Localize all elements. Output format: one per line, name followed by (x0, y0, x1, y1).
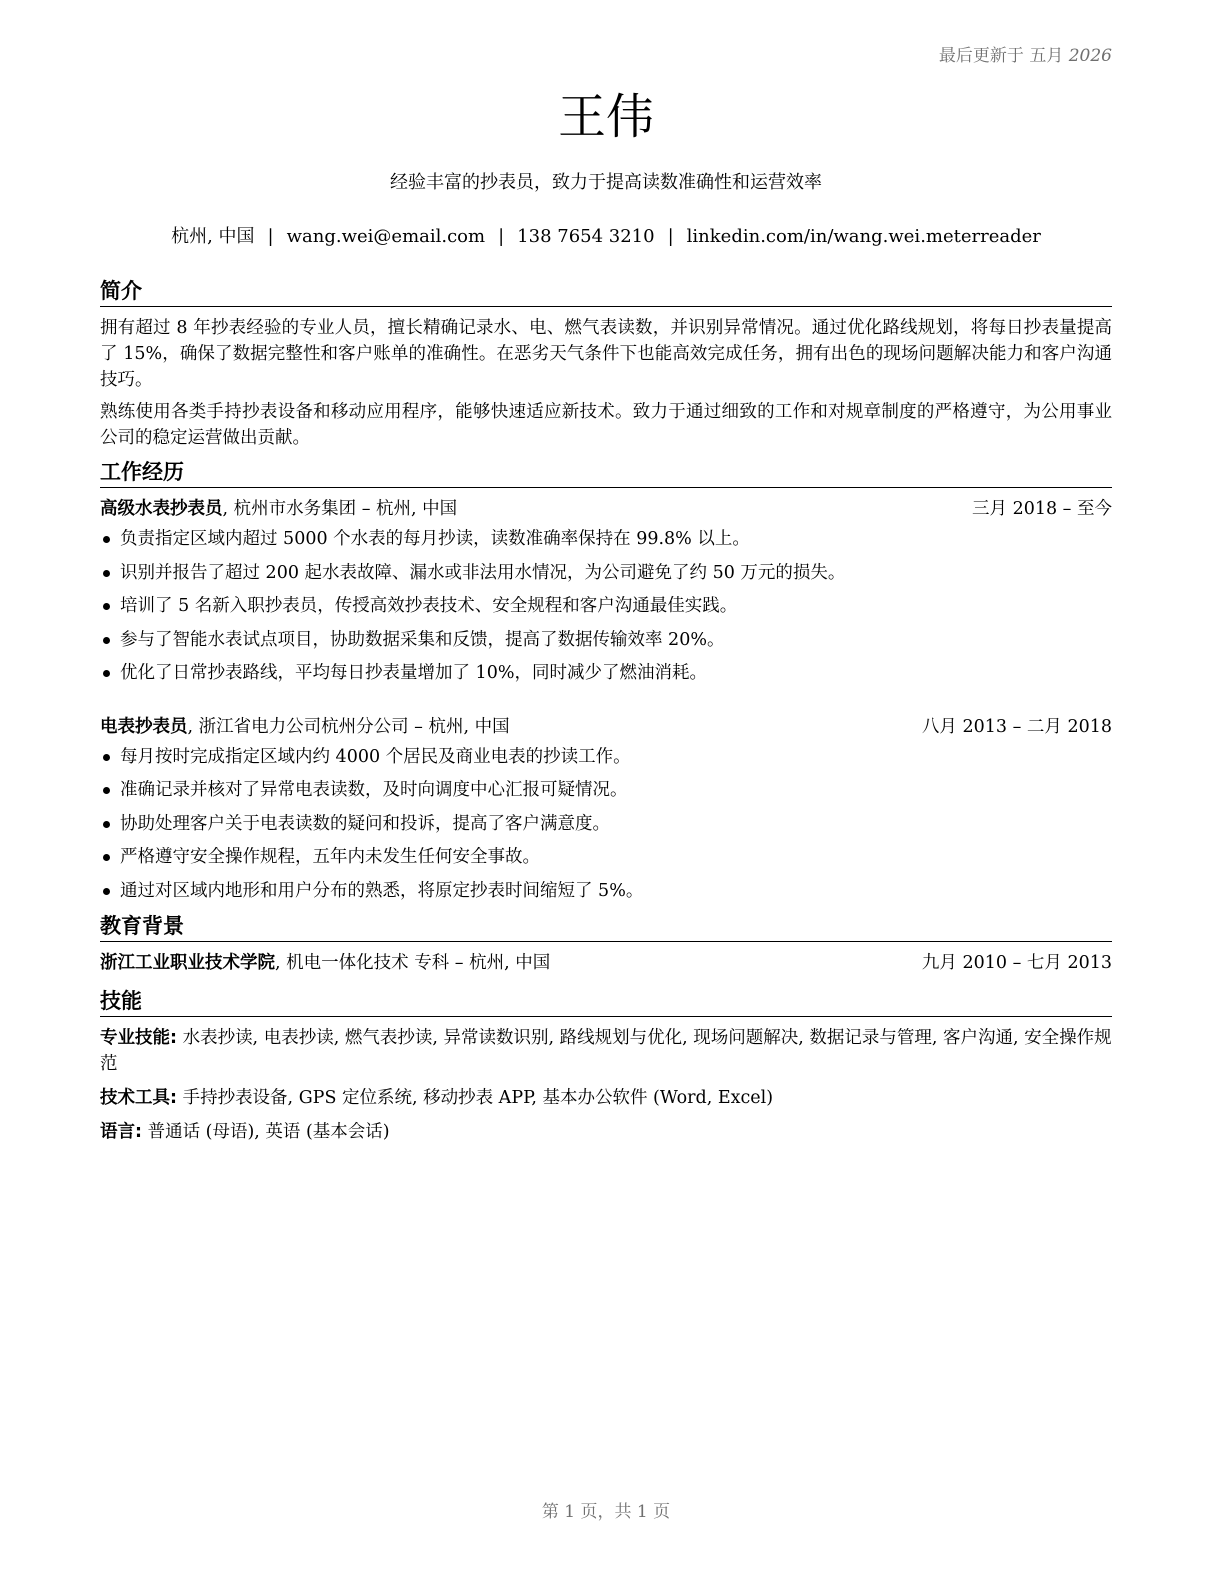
list-item: 严格遵守安全操作规程，五年内未发生任何安全事故。 (100, 844, 1112, 870)
education-line (100, 950, 550, 976)
list-item: 协助处理客户关于电表读数的疑问和投诉，提高了客户满意度。 (100, 811, 1112, 837)
last-updated-label: 最后更新于 五月 (938, 46, 1064, 66)
list-item: 识别并报告了超过 200 起水表故障、漏水或非法用水情况，为公司避免了约 50 万元的损失。 (100, 560, 1112, 586)
skill-value: 手持抄表设备, GPS 定位系统, 移动抄表 APP, 基本办公软件 (Word, Excel) (177, 1088, 774, 1108)
last-updated (939, 44, 1112, 68)
contact-phone: 138 7654 3210 (517, 226, 655, 247)
job-bullets (100, 744, 1112, 904)
contact-separator: | (498, 226, 505, 247)
contact-separator: | (667, 226, 674, 247)
last-updated-year: 2026 (1068, 46, 1112, 66)
job-header (100, 496, 1112, 522)
section-title-summary: 简介 (100, 276, 1112, 307)
contact-linkedin[interactable]: linkedin.com/in/wang.wei.meterreader (686, 226, 1041, 247)
job-entry (100, 496, 1112, 686)
contact-email[interactable]: wang.wei@email.com (286, 226, 486, 247)
skill-value: 普通话 (母语), 英语 (基本会话) (142, 1122, 390, 1142)
skill-line-professional (100, 1025, 1112, 1077)
list-item: 优化了日常抄表路线，平均每日抄表量增加了 10%，同时减少了燃油消耗。 (100, 660, 1112, 686)
job-header (100, 714, 1112, 740)
job-title-line (100, 496, 457, 522)
skill-label: 技术工具: (100, 1088, 177, 1108)
summary-paragraph: 拥有超过 8 年抄表经验的专业人员，擅长精确记录水、电、燃气表读数，并识别异常情况。通过优化路线规划，将每日抄表量提高了 15%，确保了数据完整性和客户账单的准确性。在恶劣天气条件下也能高效完成任务，拥有出色的现场问题解决能力和客户沟通技巧。 (100, 318, 1112, 390)
education-entry (100, 950, 1112, 976)
skill-line-languages (100, 1119, 1112, 1145)
education-section (100, 911, 1112, 976)
skill-value: 水表抄读, 电表抄读, 燃气表抄读, 异常读数识别, 路线规划与优化, 现场问题解决, 数据记录与管理, 客户沟通, 安全操作规范 (100, 1028, 1112, 1074)
list-item: 准确记录并核对了异常电表读数，及时向调度中心汇报可疑情况。 (100, 777, 1112, 803)
school-name: 浙江工业职业技术学院 (100, 953, 275, 973)
summary-paragraph: 熟练使用各类手持抄表设备和移动应用程序，能够快速适应新技术。致力于通过细致的工作和对规章制度的严格遵守，为公用事业公司的稳定运营做出贡献。 (100, 402, 1112, 448)
tagline: 经验丰富的抄表员，致力于提高读数准确性和运营效率 (390, 172, 822, 193)
job-role: 电表抄表员 (100, 716, 188, 737)
skill-label: 语言: (100, 1122, 142, 1142)
education-dates: 九月 2010 – 七月 2013 (921, 953, 1112, 973)
resume-content (100, 276, 1112, 1153)
list-item: 负责指定区域内超过 5000 个水表的每月抄读，读数准确率保持在 99.8% 以上。 (100, 526, 1112, 552)
job-bullets (100, 526, 1112, 686)
skill-line-tools (100, 1085, 1112, 1111)
skills-section (100, 986, 1112, 1145)
job-title-line (100, 714, 510, 740)
list-item: 参与了智能水表试点项目，协助数据采集和反馈，提高了数据传输效率 20%。 (100, 627, 1112, 653)
list-item: 通过对区域内地形和用户分布的熟悉，将原定抄表时间缩短了 5%。 (100, 878, 1112, 904)
contact-location: 杭州, 中国 (171, 226, 255, 247)
job-dates: 三月 2018 – 至今 (972, 499, 1112, 519)
contact-line (100, 224, 1112, 250)
list-item: 每月按时完成指定区域内约 4000 个居民及商业电表的抄读工作。 (100, 744, 1112, 770)
summary-section (100, 276, 1112, 451)
job-role: 高级水表抄表员 (100, 499, 223, 519)
education-detail: , 机电一体化技术 专科 – 杭州, 中国 (275, 953, 551, 973)
list-item: 培训了 5 名新入职抄表员，传授高效抄表技术、安全规程和客户沟通最佳实践。 (100, 593, 1112, 619)
job-dates: 八月 2013 – 二月 2018 (921, 716, 1112, 737)
job-org: , 浙江省电力公司杭州分公司 – 杭州, 中国 (187, 716, 510, 737)
section-title-skills: 技能 (100, 986, 1112, 1017)
section-title-experience: 工作经历 (100, 457, 1112, 488)
resume-page (100, 0, 1112, 1584)
contact-separator: | (267, 226, 274, 247)
candidate-name: 王伟 (557, 89, 654, 145)
section-title-education: 教育背景 (100, 911, 1112, 942)
skill-label: 专业技能: (100, 1028, 177, 1048)
page-footer: 第 1 页，共 1 页 (541, 1502, 671, 1522)
job-entry (100, 714, 1112, 904)
experience-section (100, 457, 1112, 904)
job-org: , 杭州市水务集团 – 杭州, 中国 (222, 499, 458, 519)
